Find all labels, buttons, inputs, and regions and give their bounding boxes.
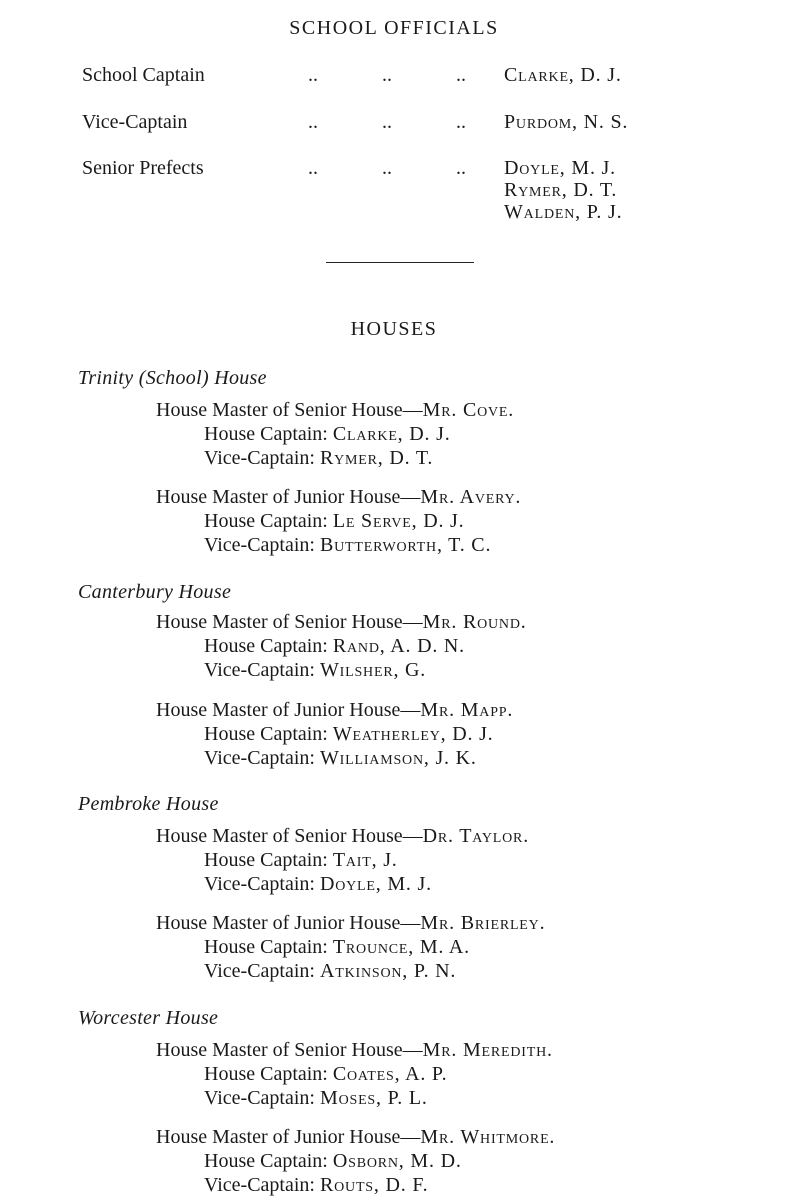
vice-captain-line: Vice-Captain: Wilsher, G. [204, 659, 427, 681]
house-name: Pembroke House [78, 793, 219, 815]
house-captain-line: House Captain: Rand, A. D. N. [204, 635, 465, 657]
house-captain-line: House Captain: Clarke, D. J. [204, 423, 451, 445]
house-master-line: House Master of Senior House—Mr. Cove. [156, 399, 515, 421]
house-master-line: House Master of Junior House—Mr. Avery. [156, 486, 522, 508]
house-master-line: House Master of Junior House—Mr. Whitmore. [156, 1126, 556, 1148]
official-role: Vice-Captain [82, 111, 188, 133]
official-name: Clarke, D. J. [504, 64, 622, 86]
house-master-line: House Master of Senior House—Mr. Meredith. [156, 1039, 553, 1061]
official-role: School Captain [82, 64, 205, 86]
official-name: Purdom, N. S. [504, 111, 629, 133]
house-name: Worcester House [78, 1007, 219, 1029]
official-role: Senior Prefects [82, 157, 204, 179]
school-officials-heading: SCHOOL OFFICIALS [289, 17, 499, 39]
vice-captain-line: Vice-Captain: Routs, D. F. [204, 1174, 429, 1196]
house-captain-line: House Captain: Weatherley, D. J. [204, 723, 494, 745]
house-captain-line: House Captain: Tait, J. [204, 849, 398, 871]
official-names [504, 64, 622, 86]
vice-captain-line: Vice-Captain: Atkinson, P. N. [204, 960, 457, 982]
house-name: Trinity (School) House [78, 367, 267, 389]
house-name: Canterbury House [78, 581, 232, 603]
house-master-line: House Master of Junior House—Mr. Mapp. [156, 699, 514, 721]
official-name: Doyle, M. J. [504, 157, 616, 179]
document-page: SCHOOL OFFICIALS School Captain .. .. .. Clarke, D. J. Vice-Captain .. .. .. Purdom, N. S. Senior Prefects .. .. .. Doyle, M. J. Rymer, D. T. Walden, P. J. HOUSES Trinity (School) House House Master of Senior House—Mr. Cove. House Captain: Clarke, D. J. Vice-Captain: Rymer, D. T. House Master of Junior House—Mr. Avery. House Captain: Le Serve, D. J. Vice-Captain: Butterworth, T. C. Canterbury House House Master of Senior House—Mr. Round. House Captain: Rand, A. D. N. Vice-Captain: Wilsher, G. House Master of Junior House—Mr. Mapp. House Captain: Weatherley, D. J. Vice-Captain: Williamson, J. K. Pembroke House House Master of Senior House—Dr. Taylor. House Captain: Tait, J. Vice-Captain: Doyle, M. J. House Master of Junior House—Mr. Brierley. House Captain: Trounce, M. A. Vice-Captain: Atkinson, P. N. Worcester House House Master of Senior House—Mr. Meredith. House Captain: Coates, A. P. Vice-Captain: Moses, P. L. House Master of Junior House—Mr. Whitmore. House Captain: Osborn, M. D. Vice-Captain: Routs, D. F. [0, 0, 788, 1200]
official-names [504, 111, 628, 133]
house-captain-line: House Captain: Le Serve, D. J. [204, 510, 465, 532]
vice-captain-line: Vice-Captain: Butterworth, T. C. [204, 534, 492, 556]
official-name: Rymer, D. T. [504, 179, 618, 201]
vice-captain-line: Vice-Captain: Doyle, M. J. [204, 873, 432, 895]
vice-captain-line: Vice-Captain: Williamson, J. K. [204, 747, 477, 769]
house-captain-line: House Captain: Trounce, M. A. [204, 936, 470, 958]
house-master-line: House Master of Senior House—Dr. Taylor. [156, 825, 529, 847]
vice-captain-line: Vice-Captain: Rymer, D. T. [204, 447, 434, 469]
house-captain-line: House Captain: Coates, A. P. [204, 1063, 448, 1085]
official-name: Walden, P. J. [504, 201, 623, 223]
house-captain-line: House Captain: Osborn, M. D. [204, 1150, 462, 1172]
section-divider [326, 262, 474, 263]
house-master-line: House Master of Senior House—Mr. Round. [156, 611, 527, 633]
official-names [504, 157, 622, 223]
houses-heading: HOUSES [350, 318, 438, 340]
house-master-line: House Master of Junior House—Mr. Brierley. [156, 912, 546, 934]
vice-captain-line: Vice-Captain: Moses, P. L. [204, 1087, 428, 1109]
